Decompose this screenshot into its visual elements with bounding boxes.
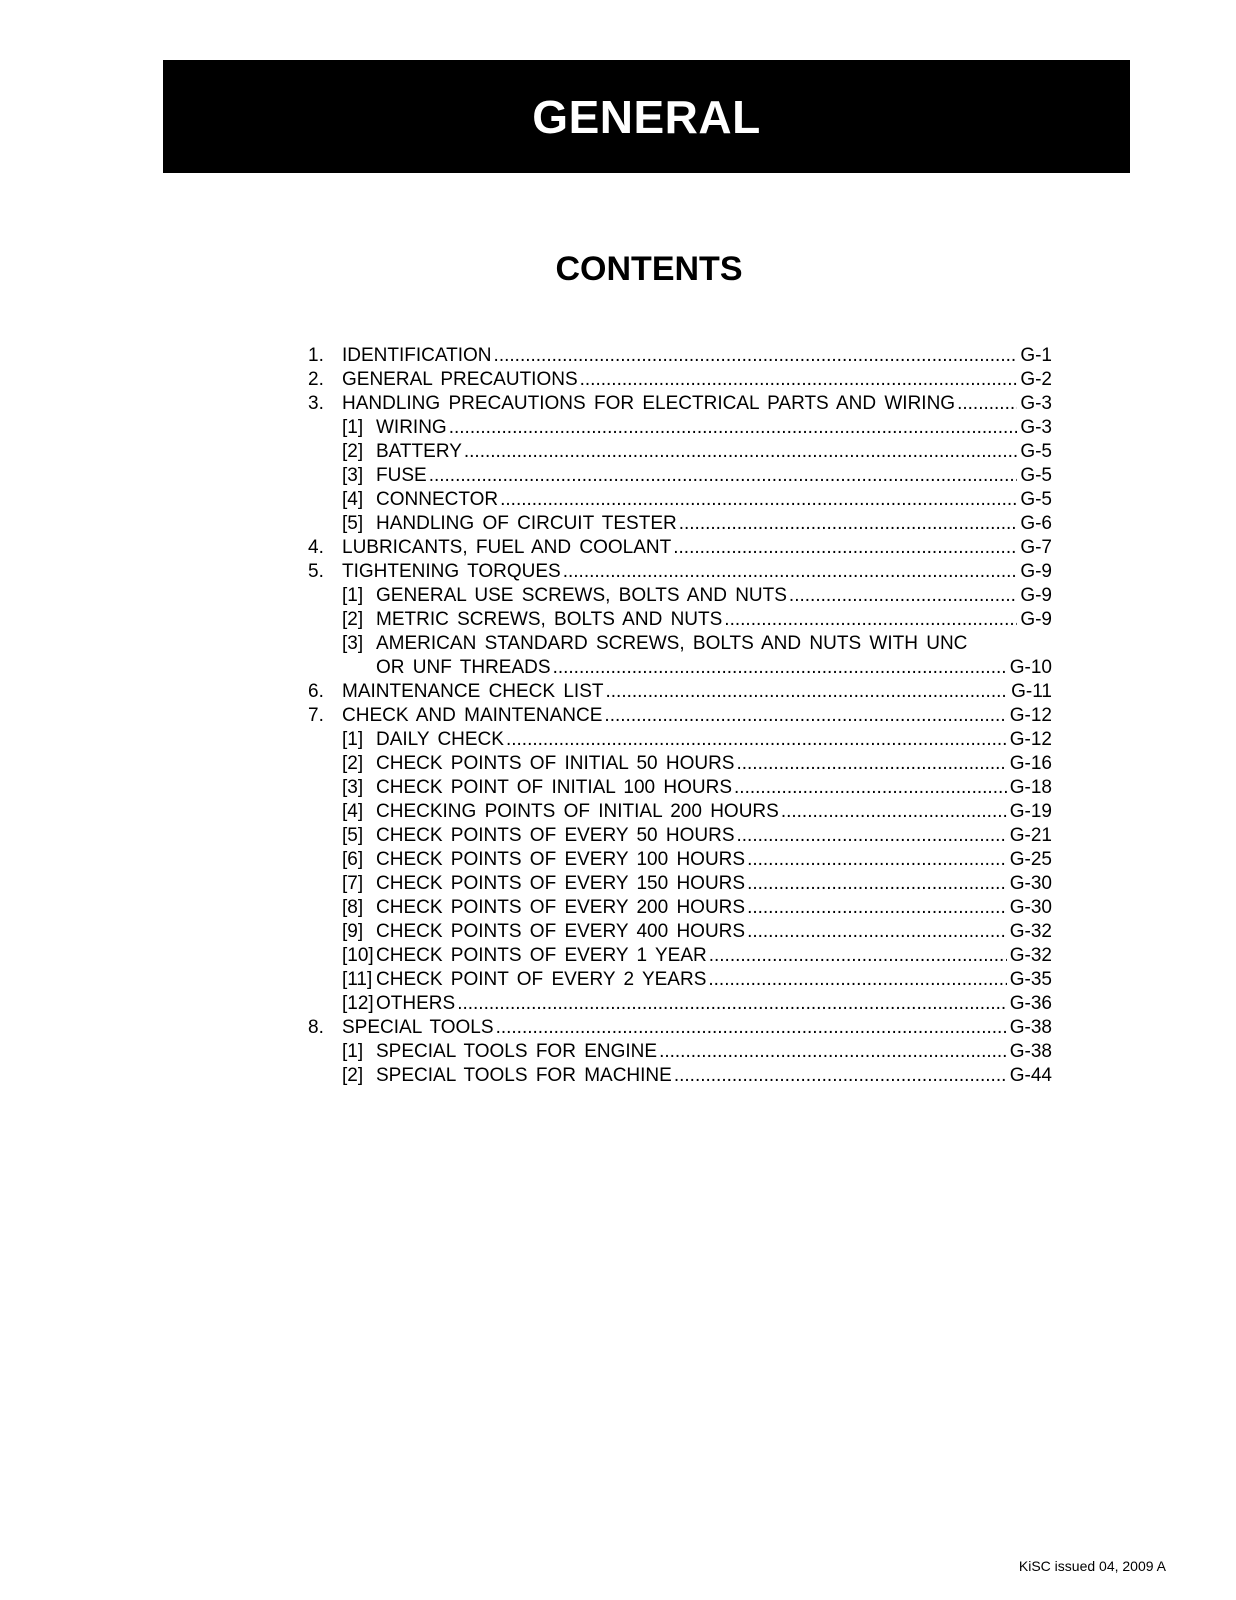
- toc-dot-leader: [737, 824, 1007, 848]
- toc-entry-label: SPECIAL TOOLS FOR MACHINE: [376, 1065, 672, 1086]
- toc-entry-number: 1.: [308, 345, 324, 366]
- toc-entry-label: CHECK POINTS OF EVERY 400 HOURS: [376, 921, 746, 942]
- toc-dot-leader: [747, 848, 1007, 872]
- toc-entry-label: CONNECTOR: [376, 489, 499, 510]
- toc-dot-leader: [709, 944, 1007, 968]
- issue-footer: KiSC issued 04, 2009 A: [1018, 1558, 1166, 1574]
- toc-entry-label: IDENTIFICATION: [342, 345, 492, 366]
- toc-entry-number: 6.: [308, 681, 324, 702]
- toc-entry-number: 8.: [308, 1017, 324, 1038]
- toc-entry-page: G-16: [1009, 753, 1052, 774]
- toc-entry-page: G-3: [1020, 417, 1052, 438]
- toc-entry[interactable]: [308, 872, 1052, 896]
- toc-entry-subnumber: [1]: [342, 729, 364, 750]
- toc-entry-label: CHECK POINTS OF EVERY 100 HOURS: [376, 849, 746, 870]
- toc-entry-page: G-30: [1009, 897, 1052, 918]
- toc-entry-page: G-7: [1020, 537, 1052, 558]
- toc-entry[interactable]: [308, 728, 1052, 752]
- toc-entry-page: G-36: [1009, 993, 1052, 1014]
- toc-dot-leader: [605, 680, 1008, 704]
- toc-dot-leader: [736, 752, 1006, 776]
- toc-entry-page: G-10: [1009, 657, 1052, 678]
- toc-dot-leader: [580, 368, 1018, 392]
- toc-entry-page: G-12: [1009, 729, 1052, 750]
- toc-entry-page: G-1: [1020, 345, 1052, 366]
- toc-entry-page: G-32: [1009, 921, 1052, 942]
- toc-entry-subnumber: [1]: [342, 417, 364, 438]
- toc-dot-leader: [674, 1064, 1007, 1088]
- toc-entry-page: G-25: [1009, 849, 1052, 870]
- toc-dot-leader: [747, 872, 1007, 896]
- toc-entry-label: CHECK POINTS OF EVERY 150 HOURS: [376, 873, 746, 894]
- toc-entry[interactable]: [308, 1040, 1052, 1064]
- toc-entry[interactable]: [308, 920, 1052, 944]
- toc-entry-page: G-6: [1020, 513, 1052, 534]
- toc-dot-leader: [679, 512, 1018, 536]
- toc-entry-page: G-2: [1020, 369, 1052, 390]
- toc-dot-leader: [673, 536, 1017, 560]
- toc-entry-label: CHECK POINTS OF EVERY 200 HOURS: [376, 897, 746, 918]
- toc-entry-label: OTHERS: [376, 993, 456, 1014]
- toc-entry-page: G-3: [1020, 393, 1052, 414]
- toc-dot-leader: [494, 344, 1018, 368]
- toc-dot-leader: [747, 920, 1007, 944]
- toc-entry-label: CHECK AND MAINTENANCE: [342, 705, 603, 726]
- section-banner: [163, 60, 1130, 173]
- toc-dot-leader: [604, 704, 1006, 728]
- toc-entry-subnumber: [2]: [342, 753, 364, 774]
- toc-entry[interactable]: [308, 1064, 1052, 1088]
- toc-entry-page: G-9: [1020, 561, 1052, 582]
- toc-entry[interactable]: [308, 776, 1052, 800]
- toc-entry-page: G-9: [1020, 585, 1052, 606]
- toc-entry[interactable]: [308, 848, 1052, 872]
- toc-dot-leader: [464, 440, 1017, 464]
- toc-dot-leader: [747, 896, 1007, 920]
- toc-entry-page: G-9: [1020, 609, 1052, 630]
- toc-entry-label: FUSE: [376, 465, 427, 486]
- toc-entry-page: G-38: [1009, 1041, 1052, 1062]
- toc-entry-label: SPECIAL TOOLS FOR ENGINE: [376, 1041, 658, 1062]
- toc-entry-page: G-44: [1009, 1065, 1052, 1086]
- toc-entry-label: OR UNF THREADS: [376, 657, 551, 678]
- contents-title: CONTENTS: [555, 250, 743, 288]
- toc-entry-number: 7.: [308, 705, 324, 726]
- toc-entry[interactable]: [308, 512, 1052, 536]
- toc-entry[interactable]: [308, 416, 1052, 440]
- toc-entry-label: CHECKING POINTS OF INITIAL 200 HOURS: [376, 801, 779, 822]
- toc-dot-leader: [496, 1016, 1007, 1040]
- toc-entry-label: CHECK POINT OF EVERY 2 YEARS: [376, 969, 707, 990]
- toc-entry-subnumber: [7]: [342, 873, 364, 894]
- toc-entry-subnumber: [1]: [342, 1041, 364, 1062]
- toc-dot-leader: [659, 1040, 1007, 1064]
- toc-entry[interactable]: [308, 584, 1052, 608]
- table-of-contents: [308, 344, 1052, 1088]
- toc-entry-number: 5.: [308, 561, 324, 582]
- toc-entry-number: 4.: [308, 537, 324, 558]
- toc-entry-subnumber: [3]: [342, 465, 364, 486]
- toc-entry-page: G-5: [1020, 441, 1052, 462]
- toc-dot-leader: [553, 656, 1007, 680]
- toc-entry-subnumber: [8]: [342, 897, 364, 918]
- toc-entry[interactable]: [308, 464, 1052, 488]
- toc-entry-subnumber: [6]: [342, 849, 364, 870]
- toc-entry-page: G-38: [1009, 1017, 1052, 1038]
- toc-entry[interactable]: [308, 944, 1052, 968]
- toc-entry-page: G-12: [1009, 705, 1052, 726]
- toc-entry-subnumber: [9]: [342, 921, 364, 942]
- toc-entry-page: G-5: [1020, 465, 1052, 486]
- toc-entry-subnumber: [11]: [342, 969, 373, 990]
- toc-entry-subnumber: [3]: [342, 633, 364, 654]
- toc-entry-subnumber: [12]: [342, 993, 374, 1014]
- toc-entry-page: G-19: [1009, 801, 1052, 822]
- toc-entry-label: CHECK POINTS OF INITIAL 50 HOURS: [376, 753, 735, 774]
- toc-entry-label: CHECK POINTS OF EVERY 50 HOURS: [376, 825, 735, 846]
- toc-dot-leader: [429, 464, 1018, 488]
- toc-entry[interactable]: [308, 656, 1052, 680]
- toc-entry-page: G-21: [1009, 825, 1052, 846]
- toc-entry[interactable]: [308, 704, 1052, 728]
- toc-entry-number: 3.: [308, 393, 324, 414]
- toc-entry-label: WIRING: [376, 417, 447, 438]
- toc-entry[interactable]: [308, 536, 1052, 560]
- toc-entry-number: 2.: [308, 369, 324, 390]
- toc-entry[interactable]: [308, 608, 1052, 632]
- toc-entry[interactable]: [308, 824, 1052, 848]
- toc-entry[interactable]: [308, 992, 1052, 1016]
- toc-entry-page: G-11: [1011, 681, 1052, 702]
- toc-entry[interactable]: [308, 488, 1052, 512]
- toc-entry[interactable]: [308, 368, 1052, 392]
- toc-entry-label: SPECIAL TOOLS: [342, 1017, 494, 1038]
- toc-entry[interactable]: [308, 896, 1052, 920]
- toc-dot-leader: [957, 392, 1017, 416]
- toc-dot-leader: [724, 608, 1017, 632]
- toc-entry-subnumber: [2]: [342, 441, 364, 462]
- toc-entry-subnumber: [10]: [342, 945, 374, 966]
- toc-entry-label: DAILY CHECK: [376, 729, 504, 750]
- toc-dot-leader: [781, 800, 1007, 824]
- toc-dot-leader: [506, 728, 1007, 752]
- toc-entry[interactable]: [308, 344, 1052, 368]
- toc-entry-label: AMERICAN STANDARD SCREWS, BOLTS AND NUTS WITH UNC: [376, 633, 968, 654]
- toc-entry-label: CHECK POINTS OF EVERY 1 YEAR: [376, 945, 707, 966]
- toc-entry[interactable]: [308, 800, 1052, 824]
- toc-dot-leader: [708, 968, 1006, 992]
- toc-entry[interactable]: [308, 1016, 1052, 1040]
- toc-dot-leader: [734, 776, 1007, 800]
- toc-entry-subnumber: [1]: [342, 585, 364, 606]
- toc-entry-label: TIGHTENING TORQUES: [342, 561, 561, 582]
- toc-entry-label: GENERAL PRECAUTIONS: [342, 369, 578, 390]
- toc-dot-leader: [500, 488, 1017, 512]
- toc-dot-leader: [789, 584, 1017, 608]
- toc-entry[interactable]: [308, 560, 1052, 584]
- toc-entry-subnumber: [3]: [342, 777, 364, 798]
- toc-entry-label: METRIC SCREWS, BOLTS AND NUTS: [376, 609, 723, 630]
- toc-entry-subnumber: [5]: [342, 825, 364, 846]
- toc-entry-subnumber: [2]: [342, 609, 364, 630]
- toc-dot-leader: [457, 992, 1007, 1016]
- toc-entry-subnumber: [5]: [342, 513, 364, 534]
- toc-entry-label: BATTERY: [376, 441, 462, 462]
- section-title: GENERAL: [532, 90, 761, 143]
- toc-entry-page: G-5: [1020, 489, 1052, 510]
- toc-entry-page: G-18: [1009, 777, 1052, 798]
- toc-entry-subnumber: [2]: [342, 1065, 364, 1086]
- toc-entry-label: MAINTENANCE CHECK LIST: [342, 681, 604, 702]
- toc-entry-label: HANDLING PRECAUTIONS FOR ELECTRICAL PARTS AND WIRING: [342, 393, 956, 414]
- toc-entry-subnumber: [4]: [342, 801, 364, 822]
- toc-dot-leader: [449, 416, 1018, 440]
- toc-entry-page: G-32: [1009, 945, 1052, 966]
- toc-entry[interactable]: [308, 632, 1052, 656]
- toc-entry-subnumber: [4]: [342, 489, 364, 510]
- toc-entry-page: G-35: [1009, 969, 1052, 990]
- toc-entry[interactable]: [308, 392, 1052, 416]
- toc-entry[interactable]: [308, 440, 1052, 464]
- toc-dot-leader: [563, 560, 1018, 584]
- toc-entry[interactable]: [308, 968, 1052, 992]
- toc-entry-label: GENERAL USE SCREWS, BOLTS AND NUTS: [376, 585, 787, 606]
- toc-entry[interactable]: [308, 752, 1052, 776]
- toc-entry-label: HANDLING OF CIRCUIT TESTER: [376, 513, 677, 534]
- toc-entry-page: G-30: [1009, 873, 1052, 894]
- toc-entry-label: LUBRICANTS, FUEL AND COOLANT: [342, 537, 672, 558]
- toc-entry-label: CHECK POINT OF INITIAL 100 HOURS: [376, 777, 733, 798]
- toc-entry[interactable]: [308, 680, 1052, 704]
